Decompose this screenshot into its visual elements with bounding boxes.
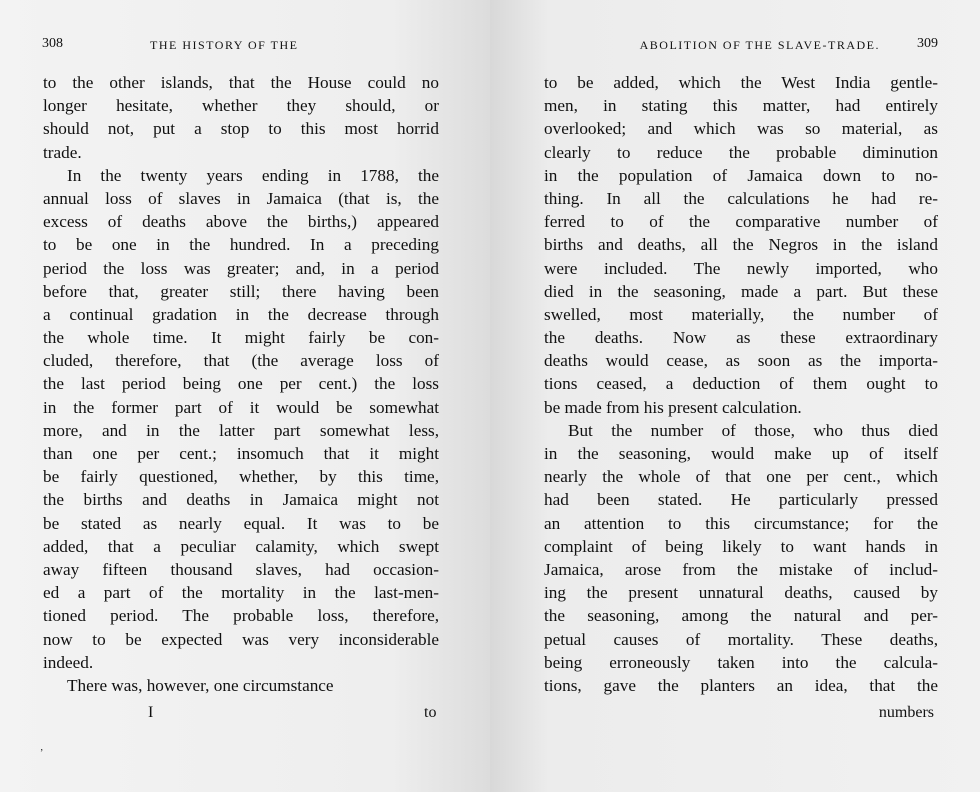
text-line: clearly to reduce the probable diminution xyxy=(544,142,938,162)
right-running-title: ABOLITION OF THE SLAVE-TRADE. xyxy=(639,38,880,52)
margin-mark: ‚ xyxy=(40,742,44,753)
text-line: ferred to of the comparative number of xyxy=(544,212,938,232)
text-line: thing. In all the calculations he had re- xyxy=(544,188,938,208)
text-line: now to be expected was very inconsiderable xyxy=(43,629,439,649)
text-line: There was, however, one circumstance xyxy=(67,675,334,695)
signature-mark: I xyxy=(148,704,154,721)
text-line: an attention to this circumstance; for the xyxy=(544,513,938,533)
text-line: away fifteen thousand slaves, had occasion- xyxy=(43,559,439,579)
text-line: should not, put a stop to this most horrid xyxy=(43,119,439,139)
text-line: to be one in the hundred. In a preceding xyxy=(43,235,439,255)
text-line: the last period being one per cent.) the loss xyxy=(43,374,439,394)
text-line: ing the present unnatural deaths, caused by xyxy=(544,583,938,603)
text-line: be made from his present calculation. xyxy=(544,397,802,417)
text-line: men, in stating this matter, had entirely xyxy=(544,96,938,116)
text-line: the whole time. It might fairly be con- xyxy=(43,328,439,348)
text-line: In the twenty years ending in 1788, the xyxy=(67,165,439,185)
left-catchword: to xyxy=(424,704,437,721)
right-page xyxy=(490,0,980,792)
text-line: period the loss was greater; and, in a period xyxy=(43,258,439,278)
text-line: births and deaths, all the Negros in the island xyxy=(544,235,938,255)
text-line: excess of deaths above the births,) appeared xyxy=(43,212,439,232)
text-line: petual causes of mortality. These deaths, xyxy=(544,629,938,649)
text-line: to the other islands, that the House could no xyxy=(43,73,439,92)
text-line: trade. xyxy=(43,142,82,162)
text-line: ed a part of the mortality in the last-men- xyxy=(43,583,439,603)
text-line: died in the seasoning, made a part. But these xyxy=(544,281,938,301)
right-catchword: numbers xyxy=(878,704,934,721)
text-line: nearly the whole of that one per cent., which xyxy=(544,467,938,487)
text-line: in the former part of it would be somewhat xyxy=(43,397,439,417)
text-line: indeed. xyxy=(43,652,94,672)
text-line: a continual gradation in the decrease through xyxy=(43,304,439,324)
text-line: tions ceased, a deduction of them ought to xyxy=(544,374,938,394)
text-line: more, and in the latter part somewhat less, xyxy=(43,420,439,440)
left-running-head xyxy=(42,36,442,56)
text-line: before that, greater still; there having been xyxy=(43,281,439,301)
left-page-number: 308 xyxy=(42,36,63,51)
right-running-head xyxy=(542,36,938,56)
text-line: than one per cent.; insomuch that it might xyxy=(43,444,439,463)
text-line: tioned period. The probable loss, therefore, xyxy=(43,606,439,626)
text-line: in the seasoning, would make up of itself xyxy=(544,444,938,463)
text-line: to be added, which the West India gentle- xyxy=(544,73,938,92)
text-line: overlooked; and which was so material, as xyxy=(544,119,938,139)
text-line: annual loss of slaves in Jamaica (that is, the xyxy=(43,188,439,208)
text-line: the deaths. Now as these extraordinary xyxy=(544,328,938,348)
text-line: swelled, most materially, the number of xyxy=(544,304,938,324)
text-line: the seasoning, among the natural and per- xyxy=(544,606,938,626)
left-running-title: THE HISTORY OF THE xyxy=(150,38,299,52)
text-line: cluded, therefore, that (the average loss of xyxy=(43,351,439,371)
text-line: longer hesitate, whether they should, or xyxy=(43,96,439,116)
text-line: But the number of those, who thus died xyxy=(568,420,938,440)
text-line: being erroneously taken into the calcula- xyxy=(544,652,938,672)
text-line: were included. The newly imported, who xyxy=(544,258,938,278)
right-page-number: 309 xyxy=(917,36,938,51)
left-body-text xyxy=(43,71,439,697)
text-line: tions, gave the planters an idea, that the xyxy=(544,675,938,695)
text-line: had been stated. He particularly pressed xyxy=(544,490,938,510)
right-body-text xyxy=(544,71,938,697)
text-line: in the population of Jamaica down to no- xyxy=(544,165,938,185)
text-line: complaint of being likely to want hands in xyxy=(544,536,938,556)
text-line: be fairly questioned, whether, by this time, xyxy=(43,467,439,487)
text-line: be stated as nearly equal. It was to be xyxy=(43,513,439,533)
text-line: Jamaica, arose from the mistake of includ- xyxy=(544,559,938,579)
text-line: added, that a peculiar calamity, which swept xyxy=(43,536,439,556)
text-line: the births and deaths in Jamaica might not xyxy=(43,490,439,510)
text-line: deaths would cease, as soon as the importa- xyxy=(544,351,938,371)
